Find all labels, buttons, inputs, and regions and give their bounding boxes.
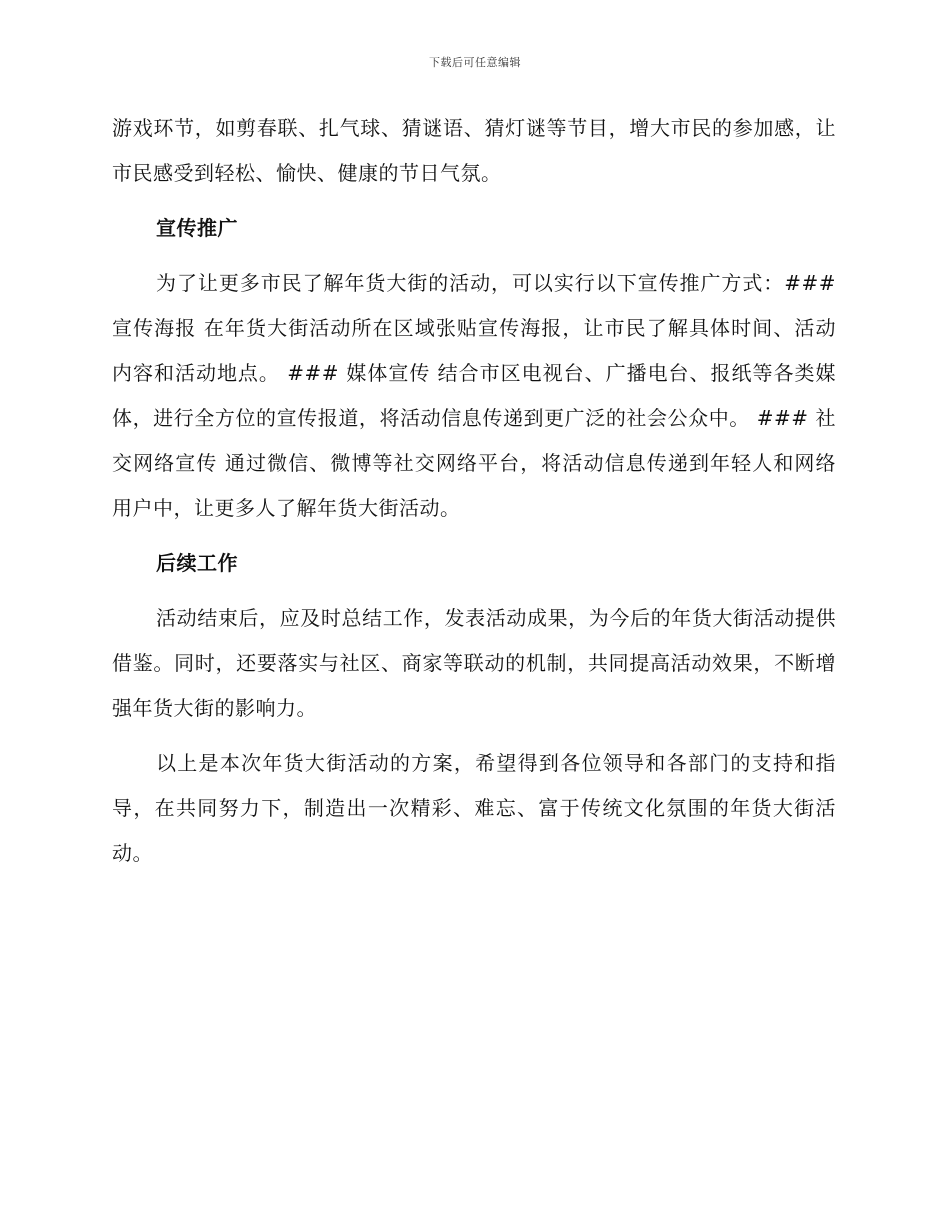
paragraph-gap: [112, 731, 836, 741]
document-body: [112, 106, 836, 876]
page-header: 下载后可任意编辑: [429, 56, 521, 69]
paragraph-gap: [112, 531, 836, 541]
paragraph-games: 游戏环节，如剪春联、扎气球、猜谜语、猜灯谜等节目，增大市民的参加感，让市民感受到轻松、愉快、健康的节日气氛。: [112, 116, 836, 185]
paragraph-conclusion: 以上是本次年货大街活动的方案，希望得到各位领导和各部门的支持和指导，在共同努力下，制造出一次精彩、难忘、富于传统文化氛围的年货大街活动。: [112, 751, 836, 865]
paragraph-gap: [112, 196, 836, 206]
paragraph-promotion: 为了让更多市民了解年货大街的活动，可以实行以下宣传推广方式：### 宣传海报 在年货大街活动所在区域张贴宣传海报，让市民了解具体时间、活动内容和活动地点。 ### 媒体宣传 结合市区电视台、广播电台、报纸等各类媒体，进行全方位的宣传报道，将活动信息传递到更广泛的社会公众中。 ### 社交网络宣传 通过微信、微博等社交网络平台，将活动信息传递到年轻人和网络用户中，让更多人了解年货大街活动。: [112, 271, 836, 520]
section-heading-promotion: 宣传推广: [156, 216, 238, 240]
paragraph-gap: [112, 251, 836, 261]
paragraph-followup: 活动结束后，应及时总结工作，发表活动成果，为今后的年货大街活动提供借鉴。同时，还要落实与社区、商家等联动的机制，共同提高活动效果，不断增强年货大街的影响力。: [112, 606, 836, 720]
paragraph-gap: [112, 586, 836, 596]
section-heading-followup: 后续工作: [156, 551, 238, 575]
